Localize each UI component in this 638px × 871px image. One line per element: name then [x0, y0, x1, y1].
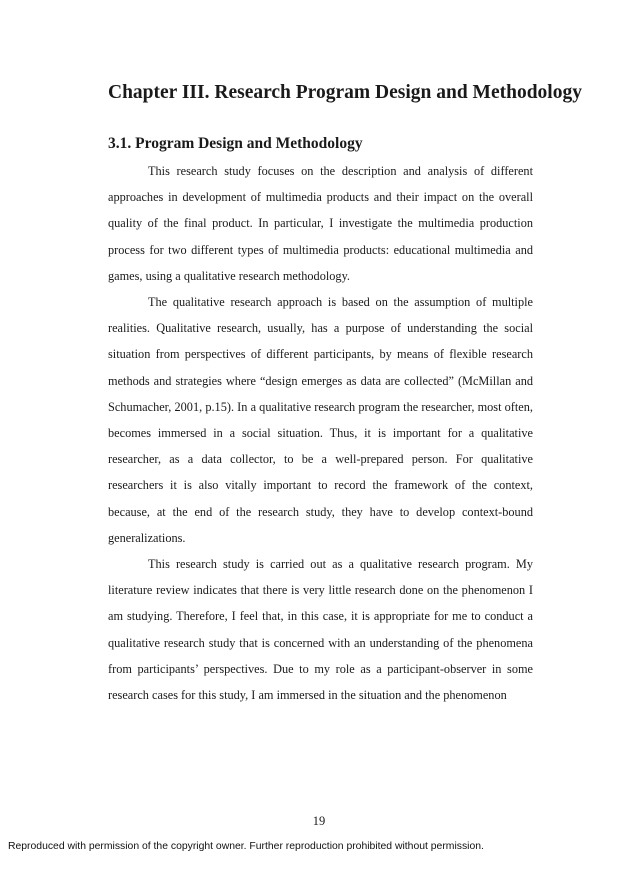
copyright-notice: Reproduced with permission of the copyright owner. Further reproduction prohibited without permission.	[8, 841, 484, 852]
paragraph-2: The qualitative research approach is based on the assumption of multiple realities. Qualitative research, usually, has a purpose of understanding the social situation from perspectives of different participants, by means of flexible research methods and strategies where “design emerges as data are collected” (McMillan and Schumacher, 2001, p.15). In a qualitative research program the researcher, most often, becomes immersed in a social situation. Thus, it is important for a qualitative researcher, as a data collector, to be a well-prepared person. For qualitative researchers it is also vitally important to record the framework of the context, because, at the end of the research study, they have to develop context-bound generalizations.	[108, 295, 533, 545]
section-heading: 3.1. Program Design and Methodology	[108, 135, 363, 152]
body-text	[108, 158, 533, 708]
page-number: 19	[312, 814, 326, 828]
chapter-title: Chapter III. Research Program Design and Methodology	[108, 82, 582, 103]
paragraph-1: This research study focuses on the description and analysis of different approaches in development of multimedia products and their impact on the overall quality of the final product. In particular, I investigate the multimedia production process for two different types of multimedia products: educational multimedia and games, using a qualitative research methodology.	[108, 164, 533, 283]
paragraph-3: This research study is carried out as a qualitative research program. My literature review indicates that there is very little research done on the phenomenon I am studying. Therefore, I feel that, in this case, it is appropriate for me to conduct a qualitative research study that is concerned with an understanding of the phenomena from participants’ perspectives. Due to my role as a participant-observer in some research cases for this study, I am immersed in the situation and the phenomenon	[108, 557, 533, 703]
